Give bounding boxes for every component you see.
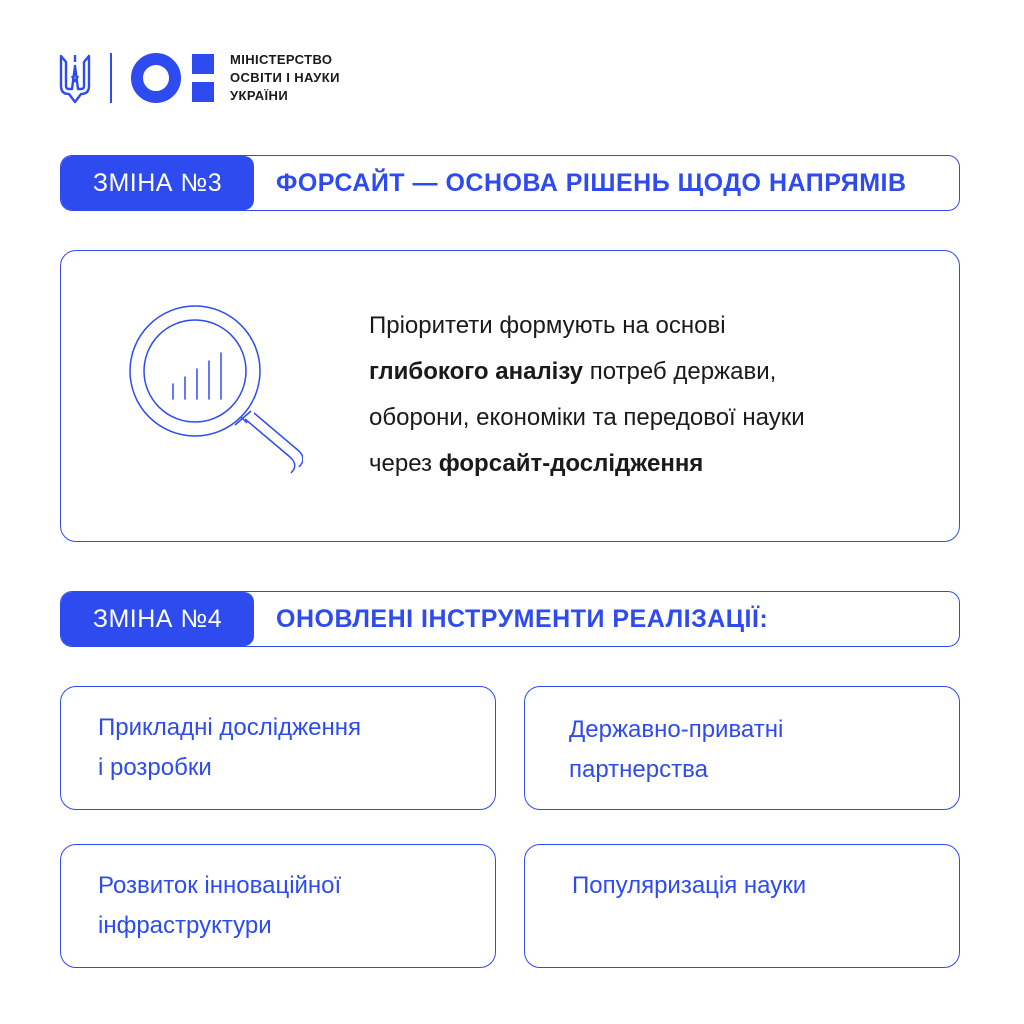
bold-phrase: глибокого аналізу (369, 358, 584, 385)
description-line (369, 441, 929, 487)
change-4-tag: ЗМІНА №4 (61, 592, 254, 646)
tool-card-public-private-partnership (524, 686, 960, 810)
tool-card-innovation-infrastructure (60, 844, 496, 968)
tool-card-line: Державно-приватні (569, 716, 784, 743)
tool-card-line: Популяризація науки (572, 872, 807, 899)
mon-logo-icon (130, 52, 216, 104)
tool-card-label (569, 710, 939, 790)
tool-card-line: Розвиток інноваційної (98, 872, 342, 899)
tool-card-line: інфраструктури (98, 912, 272, 939)
description-line (369, 349, 929, 395)
logo-divider (110, 53, 112, 103)
description-line: оборони, економіки та передової науки (369, 404, 805, 431)
tool-card-label (572, 866, 942, 906)
tool-card-label (98, 708, 468, 788)
ministry-name (230, 51, 340, 105)
foresight-description (369, 303, 929, 487)
ministry-name-line: УКРАЇНИ (230, 88, 289, 103)
change-3-header (60, 155, 960, 211)
ministry-name-line: ОСВІТИ І НАУКИ (230, 70, 340, 85)
magnifier-chart-icon (123, 299, 303, 479)
text-fragment: через (369, 450, 439, 477)
change-4-title: ОНОВЛЕНІ ІНСТРУМЕНТИ РЕАЛІЗАЦІЇ: (276, 604, 769, 633)
tool-card-applied-research (60, 686, 496, 810)
trident-icon (58, 52, 92, 104)
text-fragment: потреб держави, (583, 358, 777, 385)
tool-card-line: і розробки (98, 754, 212, 781)
ministry-name-line: МІНІСТЕРСТВО (230, 52, 333, 67)
change-3-title: ФОРСАЙТ — ОСНОВА РІШЕНЬ ЩОДО НАПРЯМІВ (276, 168, 907, 197)
tool-card-label (98, 866, 468, 946)
change-3-tag: ЗМІНА №3 (61, 156, 254, 210)
change-4-header (60, 591, 960, 647)
bold-phrase: форсайт-дослідження (438, 450, 704, 477)
foresight-card (60, 250, 960, 542)
tool-card-line: Прикладні дослідження (98, 714, 361, 741)
tool-card-science-popularization (524, 844, 960, 968)
description-line: Пріоритети формують на основі (369, 312, 726, 339)
tool-card-line: партнерства (569, 756, 708, 783)
ministry-logo (58, 50, 340, 106)
